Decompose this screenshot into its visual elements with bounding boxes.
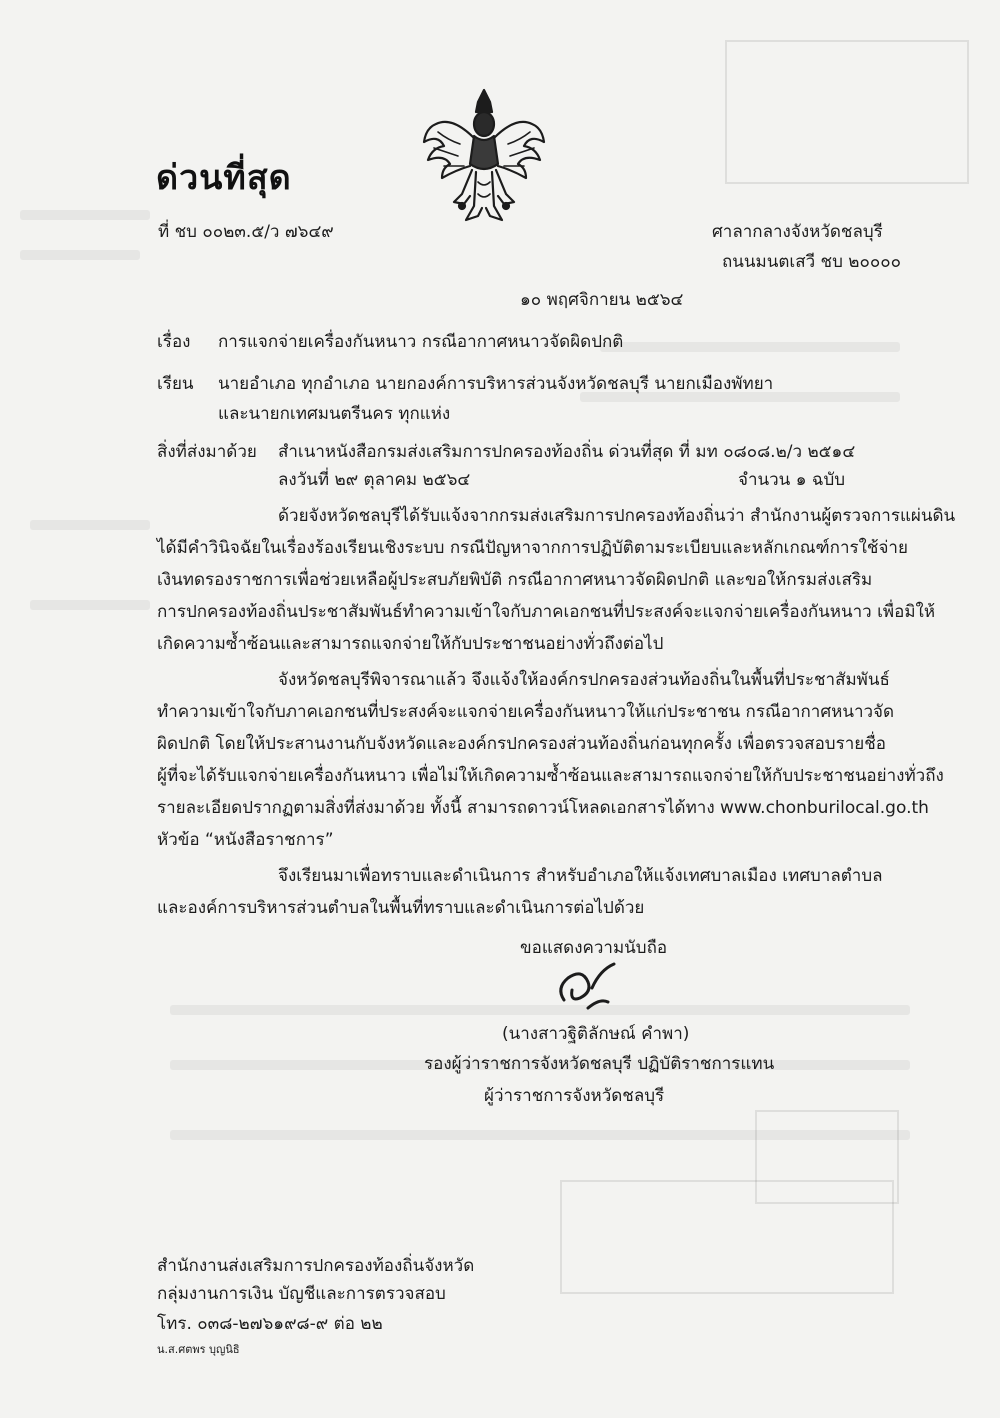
body-line: จึงเรียนมาเพื่อทราบและดำเนินการ สำหรับอำเภอให้แจ้งเทศบาลเมือง เทศบาลตำบล <box>278 866 883 886</box>
body-line: การปกครองท้องถิ่นประชาสัมพันธ์ทำความเข้าใจกับภาคเอกชนที่ประสงค์จะแจกจ่ายเครื่องกันหนาว เพื่อมิให้ <box>157 602 936 622</box>
signature-icon <box>548 958 623 1018</box>
bleed-stamp <box>725 40 969 184</box>
bleed-mark <box>170 1005 910 1015</box>
signatory-title: ผู้ว่าราชการจังหวัดชลบุรี <box>484 1086 665 1106</box>
body-line: ทำความเข้าใจกับภาคเอกชนที่ประสงค์จะแจกจ่ายเครื่องกันหนาวให้แก่ประชาชน กรณีอากาศหนาวจัด <box>157 702 895 722</box>
signatory-name: (นางสาวฐิติลักษณ์ คำพา) <box>502 1024 690 1044</box>
body-line: ได้มีคำวินิจฉัยในเรื่องร้องเรียนเชิงระบบ กรณีปัญหาจากการปฏิบัติตามระเบียบและหลักเกณฑ์การใช้จ่าย <box>157 538 908 558</box>
enclosure-label: สิ่งที่ส่งมาด้วย <box>157 442 257 462</box>
enclosure-count: จำนวน ๑ ฉบับ <box>738 470 846 490</box>
addressee-line: และนายกเทศมนตรีนคร ทุกแห่ง <box>218 404 451 424</box>
reference-number: ที่ ชบ ๐๐๒๓.๕/ว ๗๖๔๙ <box>158 222 334 242</box>
footer-initials: น.ส.ศตพร บุญนิธิ <box>157 1343 240 1356</box>
bleed-mark <box>30 520 150 530</box>
body-line: เกิดความซ้ำซ้อนและสามารถแจกจ่ายให้กับประชาชนอย่างทั่วถึงต่อไป <box>157 634 664 654</box>
subject-label: เรื่อง <box>157 332 191 352</box>
addressee-line: นายอำเภอ ทุกอำเภอ นายกองค์การบริหารส่วนจังหวัดชลบุรี นายกเมืองพัทยา <box>218 374 774 394</box>
bleed-mark <box>600 342 900 352</box>
body-line: ด้วยจังหวัดชลบุรีได้รับแจ้งจากกรมส่งเสริมการปกครองท้องถิ่นว่า สำนักงานผู้ตรวจการแผ่นดิน <box>278 506 956 526</box>
body-line: เงินทดรองราชการเพื่อช่วยเหลือผู้ประสบภัยพิบัติ กรณีอากาศหนาวจัดผิดปกติ และขอให้กรมส่งเสริม <box>157 570 873 590</box>
urgency-stamp: ด่วนที่สุด <box>156 158 292 198</box>
body-line: รายละเอียดปรากฏตามสิ่งที่ส่งมาด้วย ทั้งนี้ สามารถดาวน์โหลดเอกสารได้ทาง www.chonburilocal.go.th <box>157 798 929 818</box>
bleed-stamp <box>755 1110 899 1204</box>
garuda-emblem-icon <box>418 86 550 236</box>
office-address: ถนนมนตเสวี ชบ ๒๐๐๐๐ <box>722 252 901 272</box>
body-line: จังหวัดชลบุรีพิจารณาแล้ว จึงแจ้งให้องค์กรปกครองส่วนท้องถิ่นในพื้นที่ประชาสัมพันธ์ <box>278 670 890 690</box>
signatory-title: รองผู้ว่าราชการจังหวัดชลบุรี ปฏิบัติราชการแทน <box>424 1054 775 1074</box>
enclosure-line: สำเนาหนังสือกรมส่งเสริมการปกครองท้องถิ่น ด่วนที่สุด ที่ มท ๐๘๐๘.๒/ว ๒๕๑๔ <box>278 442 856 462</box>
office-name: ศาลากลางจังหวัดชลบุรี <box>712 222 883 242</box>
footer-office: สำนักงานส่งเสริมการปกครองท้องถิ่นจังหวัด <box>157 1256 475 1276</box>
enclosure-line: ลงวันที่ ๒๙ ตุลาคม ๒๕๖๔ <box>278 470 471 490</box>
bleed-mark <box>20 250 140 260</box>
footer-phone: โทร. ๐๓๘-๒๗๖๑๙๘-๙ ต่อ ๒๒ <box>157 1314 383 1334</box>
bleed-mark <box>30 600 150 610</box>
body-line: และองค์การบริหารส่วนตำบลในพื้นที่ทราบและดำเนินการต่อไปด้วย <box>157 898 645 918</box>
body-line: ผิดปกติ โดยให้ประสานงานกับจังหวัดและองค์กรปกครองส่วนท้องถิ่นก่อนทุกครั้ง เพื่อตรวจสอบรายชื่อ <box>157 734 886 754</box>
closing-salutation: ขอแสดงความนับถือ <box>520 938 668 958</box>
addressee-label: เรียน <box>157 374 194 394</box>
footer-group: กลุ่มงานการเงิน บัญชีและการตรวจสอบ <box>157 1284 446 1304</box>
letter-date: ๑๐ พฤศจิกายน ๒๕๖๔ <box>520 290 684 310</box>
body-line: หัวข้อ “หนังสือราชการ” <box>157 830 334 850</box>
subject-text: การแจกจ่ายเครื่องกันหนาว กรณีอากาศหนาวจัดผิดปกติ <box>218 332 624 352</box>
bleed-mark <box>20 210 150 220</box>
body-line: ผู้ที่จะได้รับแจกจ่ายเครื่องกันหนาว เพื่อไม่ให้เกิดความซ้ำซ้อนและสามารถแจกจ่ายให้กับประชาชนอย่างทั่วถึง <box>157 766 944 786</box>
